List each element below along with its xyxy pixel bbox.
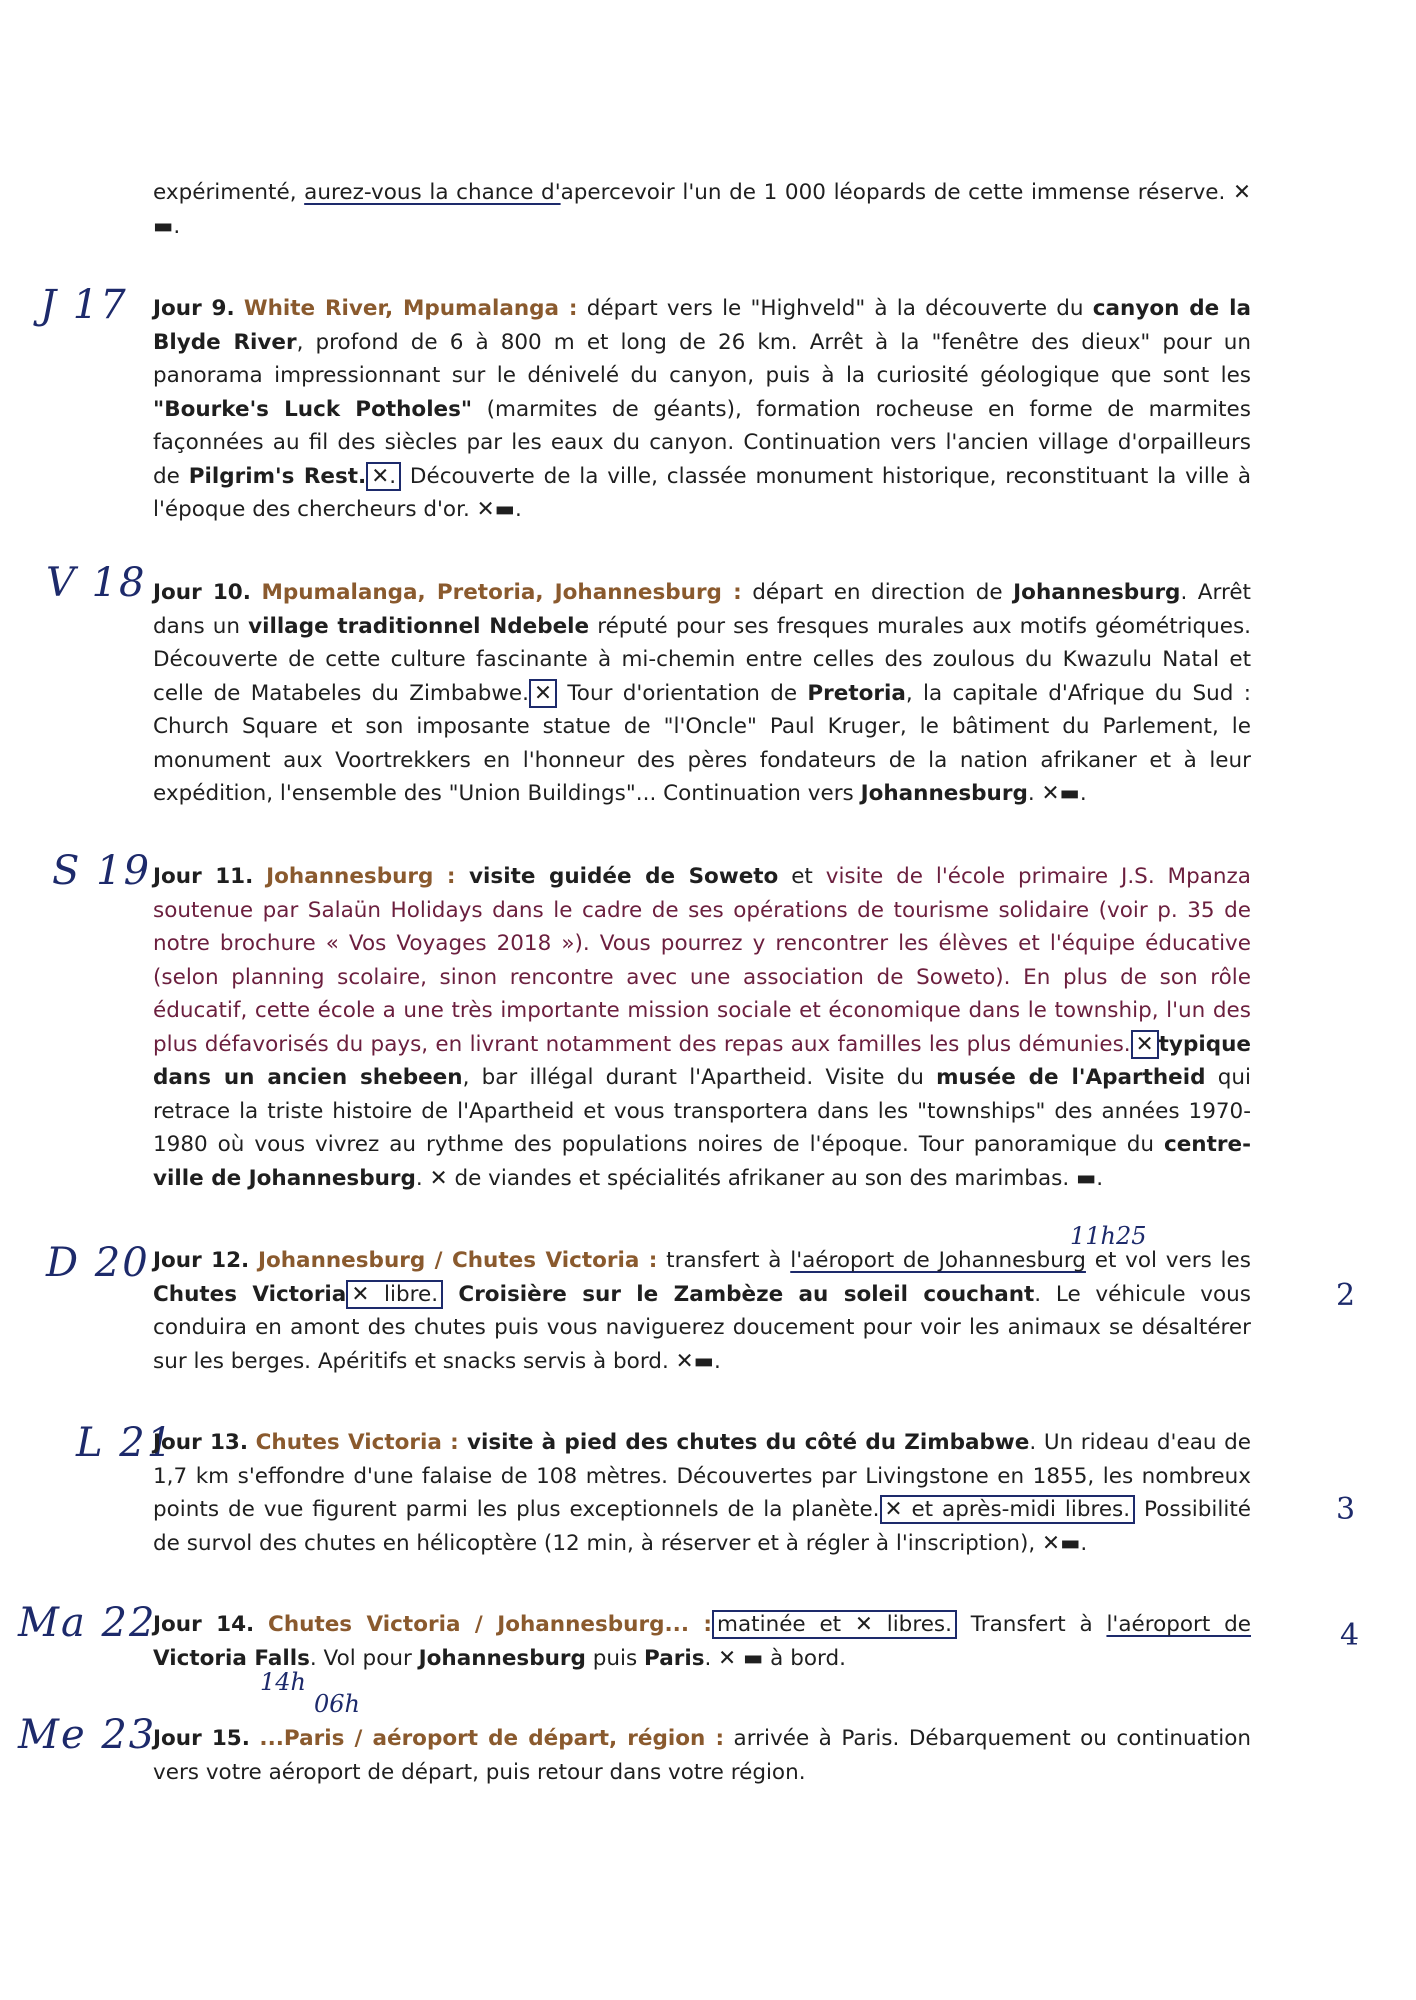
day-highlight: visite à pied des chutes du côté du Zimbabwe — [458, 1430, 1030, 1455]
day-label: Jour 11. — [153, 864, 254, 889]
handwritten-time-note: 06h — [314, 1690, 360, 1718]
day-highlight: Paris — [644, 1645, 705, 1671]
day-label: Jour 13. — [153, 1430, 249, 1455]
day-highlight: Victoria Falls — [153, 1645, 310, 1671]
day-text: transfert à — [657, 1248, 791, 1273]
day-text: (marmites de géants), formation rocheuse en forme de marmites façonnées au fil des siècles par les eaux du canyon. Continuation vers l'ancien village d'orpailleurs de — [153, 396, 1251, 489]
day-highlight: Pilgrim's Rest. — [188, 463, 367, 489]
day-label: Jour 15. — [153, 1726, 250, 1751]
day-text: départ en direction de — [741, 580, 1014, 605]
day-highlight: musée de l'Apartheid — [936, 1065, 1206, 1090]
boxed-meal-icon: ✕ et après-midi libres. — [880, 1495, 1136, 1524]
margin-note-day-12: D 20 — [46, 1240, 150, 1286]
day-text: . Un rideau d'eau de 1,7 km s'effondre d'une falaise de 108 mètres. Découvertes par Livingstone en 1855, les nombreux points de vue figurent parmi les plus exceptionnels de la planète. — [153, 1430, 1251, 1522]
handwritten-time-note: 14h — [260, 1668, 306, 1696]
margin-note-day-10: V 18 — [46, 560, 147, 606]
day-label: Jour 14. — [153, 1612, 255, 1637]
day-text: réputé pour ses fresques murales aux motifs géométriques. Découverte de cette culture fascinante à mi-chemin entre celles des zoulous du Kwazulu Natal et celle de Matabeles du Zimbabwe. — [153, 613, 1251, 706]
boxed-meal-icon: matinée et ✕ libres. — [712, 1610, 957, 1639]
day-text: Découverte de la ville, classée monument historique, reconstituant la ville à l'époque des chercheurs d'or. ✕▬. — [153, 463, 1252, 522]
intro-text-end: apercevoir l'un de 1 000 léopards de cette immense réserve. — [560, 180, 1233, 205]
margin-note-day-15: Me 23 — [18, 1712, 157, 1758]
right-margin-number: 4 — [1340, 1618, 1360, 1653]
day-place: Chutes Victoria : — [255, 1430, 459, 1455]
airport-underlined: l'aéroport de — [1106, 1612, 1251, 1637]
intro-underlined: aurez-vous la chance d' — [304, 180, 561, 205]
day-place: Johannesburg : — [266, 864, 456, 889]
day-highlight: Croisière sur le Zambèze au soleil couchant — [443, 1281, 1035, 1307]
day-text: Possibilité de survol des chutes en hélicoptère (12 min, à réserver et à régler à l'inscription), ✕▬. — [153, 1497, 1251, 1556]
day-highlight: canyon de la Blyde River — [153, 296, 1251, 355]
day-text: . Le véhicule vous conduira en amont des chutes puis vous naviguerez doucement pour voir les animaux se désaltérer sur les berges. Apéritifs et snacks servis à bord. ✕▬. — [153, 1281, 1251, 1374]
day-15-paragraph — [153, 1722, 1251, 1789]
day-text: , la capitale d'Afrique du Sud : Church Square et son imposante statue de "l'Oncle" Paul Kruger, le bâtiment du Parlement, le monument aux Voortrekkers en l'honneur des pères fondateurs de la nation afrikaner et à leur expédition, l'ensemble des "Union Buildings"... Continuation vers — [153, 680, 1252, 806]
day-text: . Arrêt dans un — [153, 580, 1251, 639]
day-text: . ✕ de viandes et spécialités afrikaner au son des marimbas. ▬. — [415, 1165, 1104, 1191]
day-label: Jour 10. — [153, 580, 251, 605]
boxed-meal-icon: ✕ — [529, 679, 557, 708]
day-text: , profond de 6 à 800 m et long de 26 km. Arrêt à la "fenêtre des dieux" pour un panorama impressionnant sur le dénivelé du canyon, puis à la curiosité géologique que sont les — [153, 329, 1251, 388]
day-highlight: typique dans un ancien shebeen — [153, 1031, 1251, 1090]
boxed-meal-icon: ✕ — [1131, 1030, 1159, 1059]
day-text: . ✕ ▬ à bord. — [704, 1645, 846, 1671]
day-place: White River, Mpumalanga : — [243, 296, 578, 321]
intro-text: expérimenté, — [153, 180, 305, 205]
day-text: et vol vers les — [1085, 1248, 1251, 1273]
day-text: et — [778, 864, 826, 889]
day-highlight: "Bourke's Luck Potholes" — [153, 396, 473, 422]
day-text: . Vol pour — [309, 1645, 419, 1671]
handwritten-time-note: 11h25 — [1070, 1222, 1147, 1250]
day-highlight: centre-ville de Johannesburg — [153, 1132, 1251, 1191]
margin-note-day-14: Ma 22 — [18, 1600, 157, 1646]
day-highlight: Chutes Victoria — [153, 1281, 347, 1307]
day-text: puis — [585, 1645, 645, 1671]
day-text: départ vers le "Highveld" à la découverte du — [577, 296, 1093, 321]
day-9-paragraph — [153, 292, 1251, 527]
meal-bed-icons: ✕ ▬. — [153, 180, 1251, 239]
day-14-paragraph — [153, 1608, 1251, 1675]
right-margin-number: 2 — [1336, 1278, 1356, 1313]
day-place: ...Paris / aéroport de départ, région : — [259, 1726, 725, 1751]
intro-paragraph — [153, 176, 1251, 243]
day-label: Jour 9. — [153, 296, 235, 321]
day-text: arrivée à Paris. Débarquement ou continuation vers votre aéroport de départ, puis retour dans votre région. — [153, 1726, 1251, 1785]
day-place: Chutes Victoria / Johannesburg... : — [268, 1612, 713, 1637]
day-text: Tour d'orientation de — [557, 680, 808, 706]
day-text: , bar illégal durant l'Apartheid. Visite du — [462, 1065, 937, 1090]
school-visit-text: visite de l'école primaire J.S. Mpanza soutenue par Salaün Holidays dans le cadre de ses opérations de tourisme solidaire (voir p. 35 de notre brochure « Vos Voyages 2018 »). Vous pourrez y rencontrer les élèves et l'équipe éducative (selon planning scolaire, sinon rencontre avec une association de Soweto). En plus de son rôle éducatif, cette école a une très importante mission sociale et économique dans le township, l'un des plus défavorisés du pays, en livrant notamment des repas aux familles les plus démunies. — [153, 864, 1251, 1057]
day-text: qui retrace la triste histoire de l'Apartheid et vous transportera dans les "townships" des années 1970-1980 où vous vivrez au rythme des populations noires de l'époque. Tour panoramique du — [153, 1065, 1251, 1157]
day-highlight: Johannesburg — [860, 781, 1028, 806]
margin-note-day-11: S 19 — [52, 848, 152, 894]
boxed-meal-icon: ✕. — [366, 462, 401, 491]
day-13-paragraph — [153, 1426, 1251, 1560]
margin-note-day-9: J 17 — [40, 282, 128, 328]
day-text: . ✕▬. — [1027, 781, 1087, 806]
day-11-paragraph — [153, 860, 1251, 1195]
day-place: Johannesburg / Chutes Victoria : — [257, 1248, 658, 1273]
day-highlight: Johannesburg — [418, 1645, 586, 1671]
margin-note-day-13: L 21 — [76, 1420, 175, 1466]
day-text: Transfert à — [956, 1612, 1107, 1637]
day-12-paragraph — [153, 1244, 1251, 1378]
boxed-meal-icon: ✕ libre. — [346, 1280, 443, 1309]
day-label: Jour 12. — [153, 1248, 250, 1273]
day-highlight: visite guidée de Soweto — [455, 864, 779, 889]
day-highlight: Pretoria — [807, 680, 906, 706]
day-place: Mpumalanga, Pretoria, Johannesburg : — [261, 580, 742, 605]
day-highlight: village traditionnel Ndebele — [248, 613, 590, 639]
day-highlight: Johannesburg — [1013, 580, 1181, 605]
airport-underlined: l'aéroport de Johannesburg — [790, 1248, 1086, 1273]
day-10-paragraph — [153, 576, 1251, 811]
right-margin-number: 3 — [1336, 1492, 1356, 1527]
